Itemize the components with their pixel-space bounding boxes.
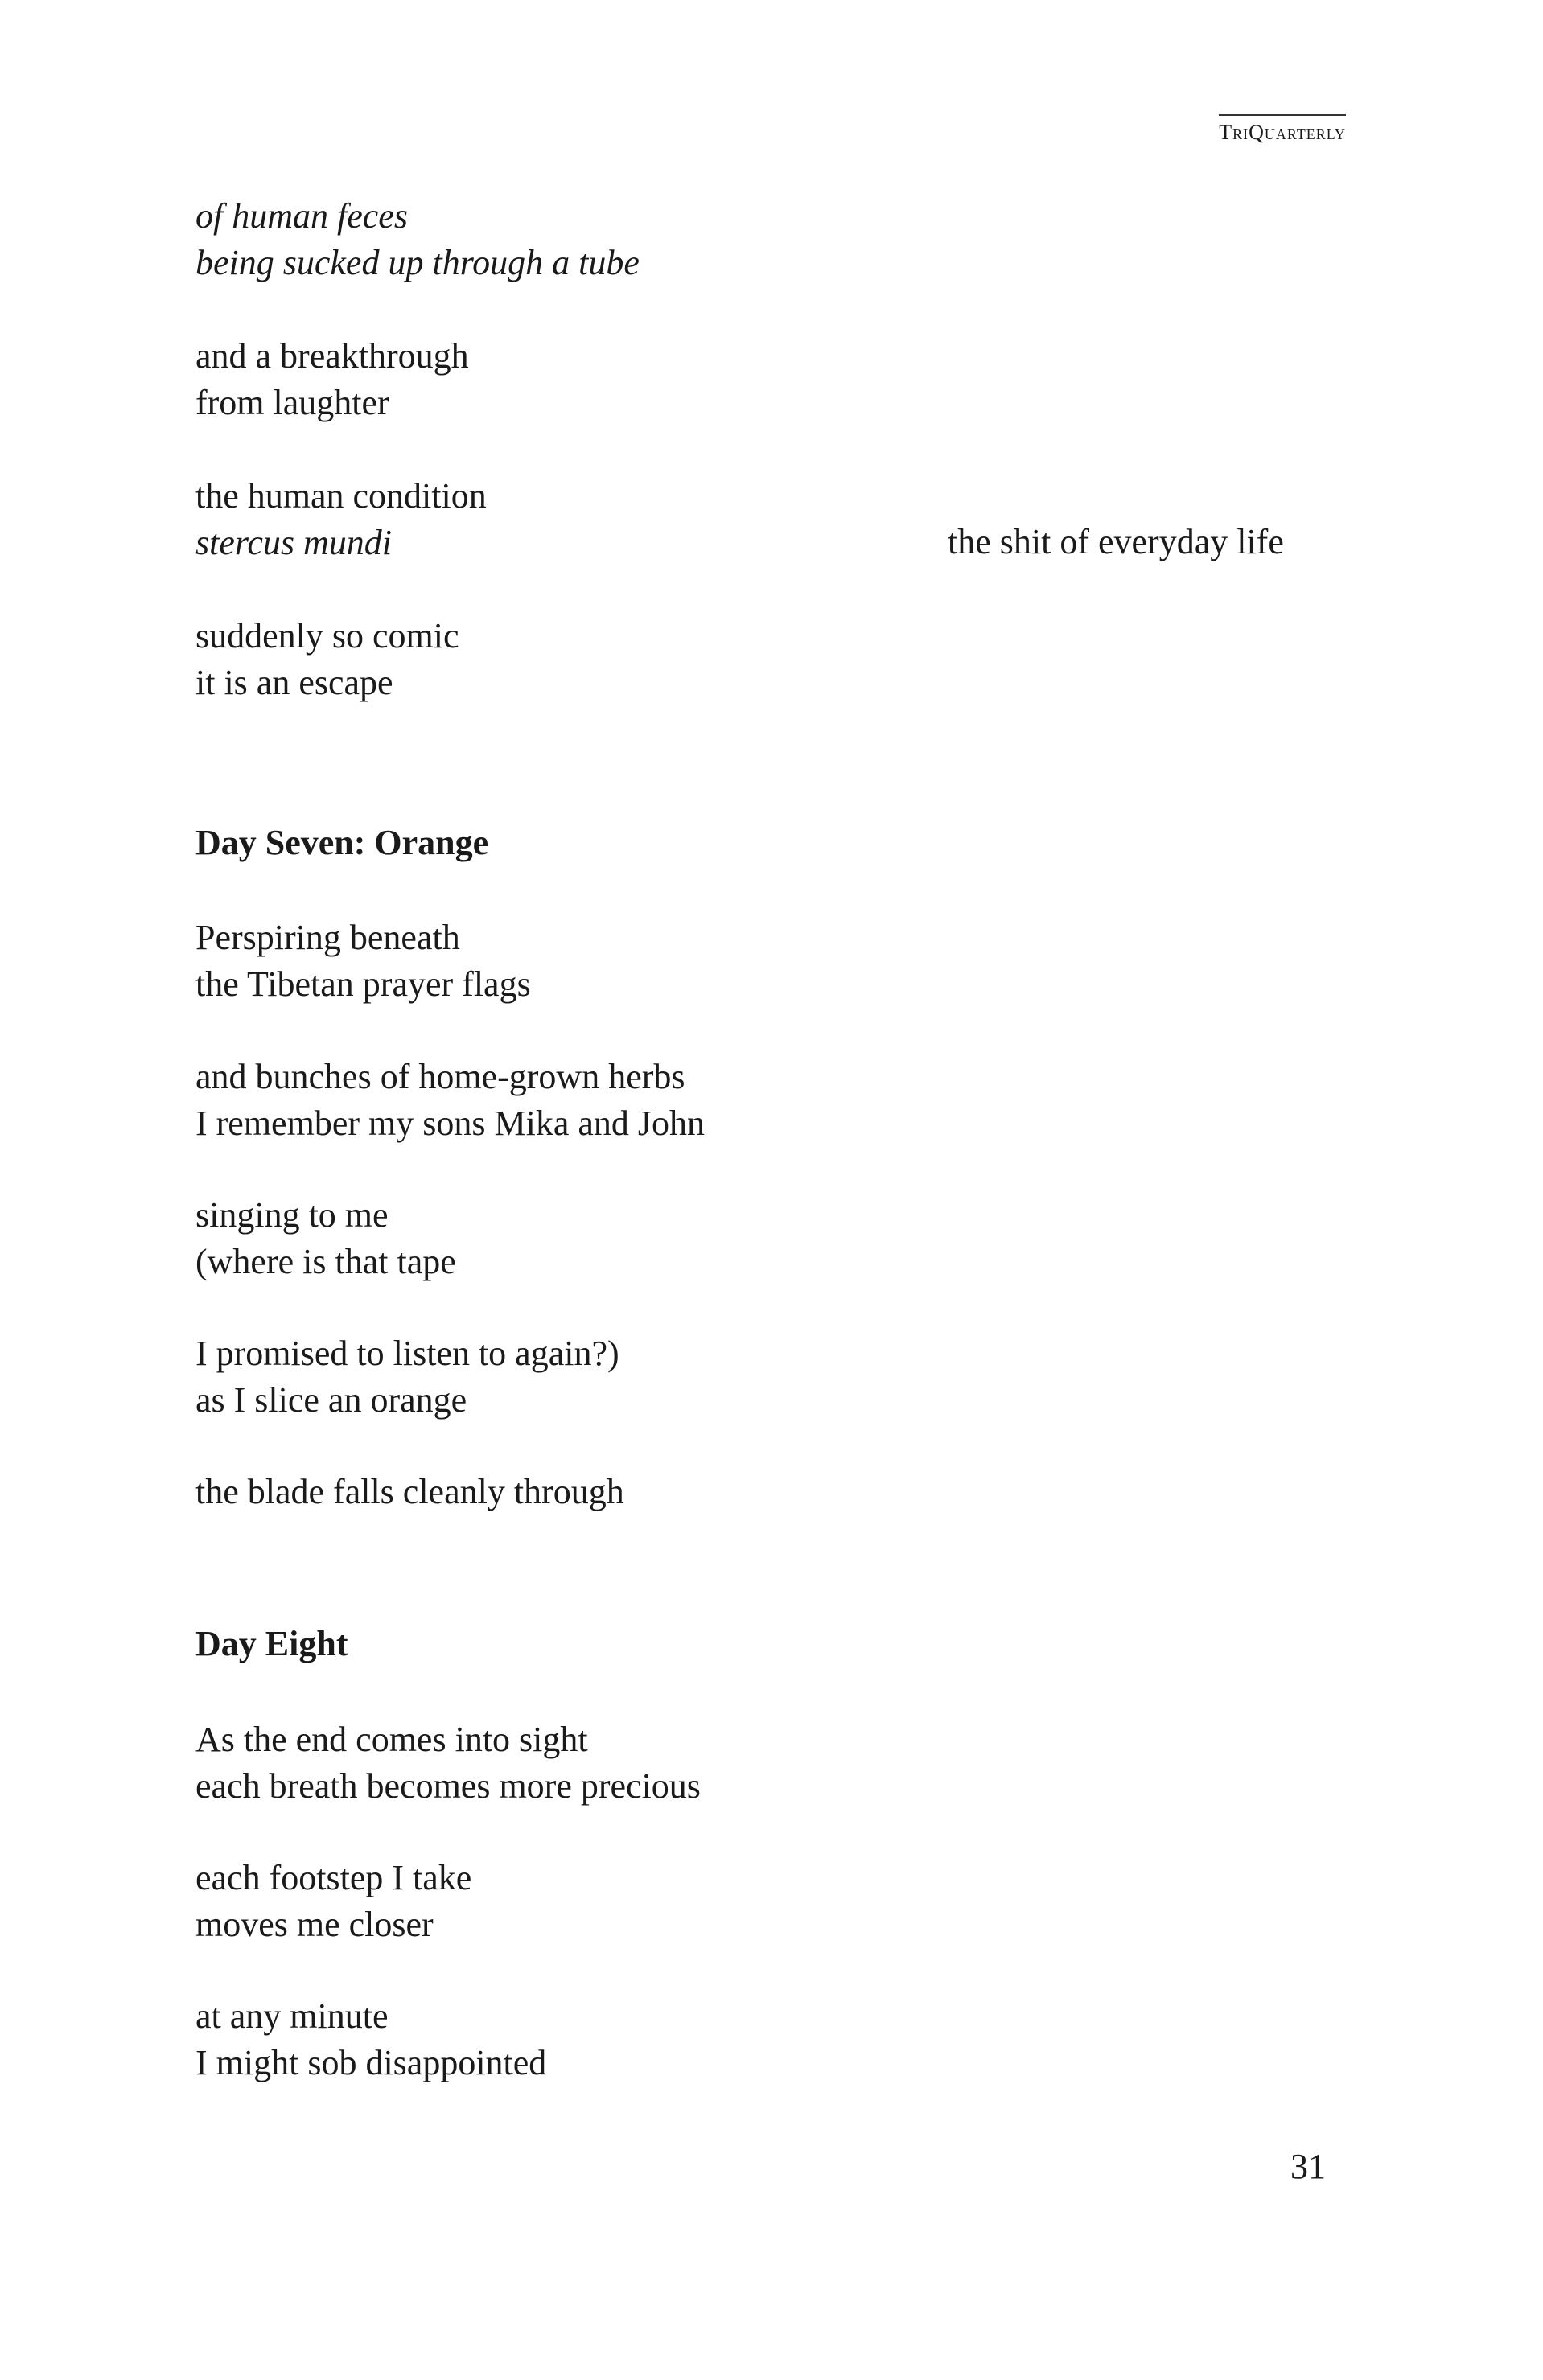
day-eight-stanza-1 [195,1716,701,1810]
day-seven-stanza-3 [195,1192,456,1285]
marginal-gloss: the shit of everyday life [948,522,1284,561]
verse-line: the Tibetan prayer flags [195,964,531,1004]
day-eight-stanza-3 [195,1993,546,2086]
verse-line: moves me closer [195,1905,434,1944]
day-seven-stanza-5 [195,1469,624,1515]
verse-line: each footstep I take [195,1858,472,1897]
section-heading-day-eight: Day Eight [195,1624,348,1663]
section-heading-day-seven: Day Seven: Orange [195,823,489,862]
verse-line: at any minute [195,1996,389,2036]
day-seven-stanza-2 [195,1054,705,1147]
stanza-3 [195,473,487,566]
verse-line: stercus mundi [195,523,393,562]
day-seven-stanza-1 [195,915,531,1008]
stanza-2 [195,333,469,426]
verse-line: and bunches of home-grown herbs [195,1057,685,1096]
verse-line: (where is that tape [195,1242,456,1281]
verse-line: it is an escape [195,663,393,702]
verse-line: and a breakthrough [195,336,469,376]
verse-line: the human condition [195,476,487,516]
verse-line: as I slice an orange [195,1380,467,1420]
stanza-4 [195,613,459,706]
verse-line: singing to me [195,1195,389,1235]
day-eight-stanza-2 [195,1855,471,1948]
verse-line: the blade falls cleanly through [195,1472,624,1511]
verse-line: each breath becomes more precious [195,1766,701,1806]
stanza-1 [195,193,640,286]
running-head: TriQuarterly [1219,114,1346,145]
verse-line: I remember my sons Mika and John [195,1104,705,1143]
verse-line: I promised to listen to again?) [195,1334,619,1373]
verse-line: suddenly so comic [195,616,459,656]
verse-line: from laughter [195,383,389,422]
verse-line: I might sob disappointed [195,2043,547,2082]
page-number: 31 [1290,2147,1326,2186]
verse-line: of human feces [195,196,408,236]
day-seven-stanza-4 [195,1330,619,1424]
verse-line: Perspiring beneath [195,918,460,957]
verse-line: being sucked up through a tube [195,243,640,282]
verse-line: As the end comes into sight [195,1720,588,1759]
